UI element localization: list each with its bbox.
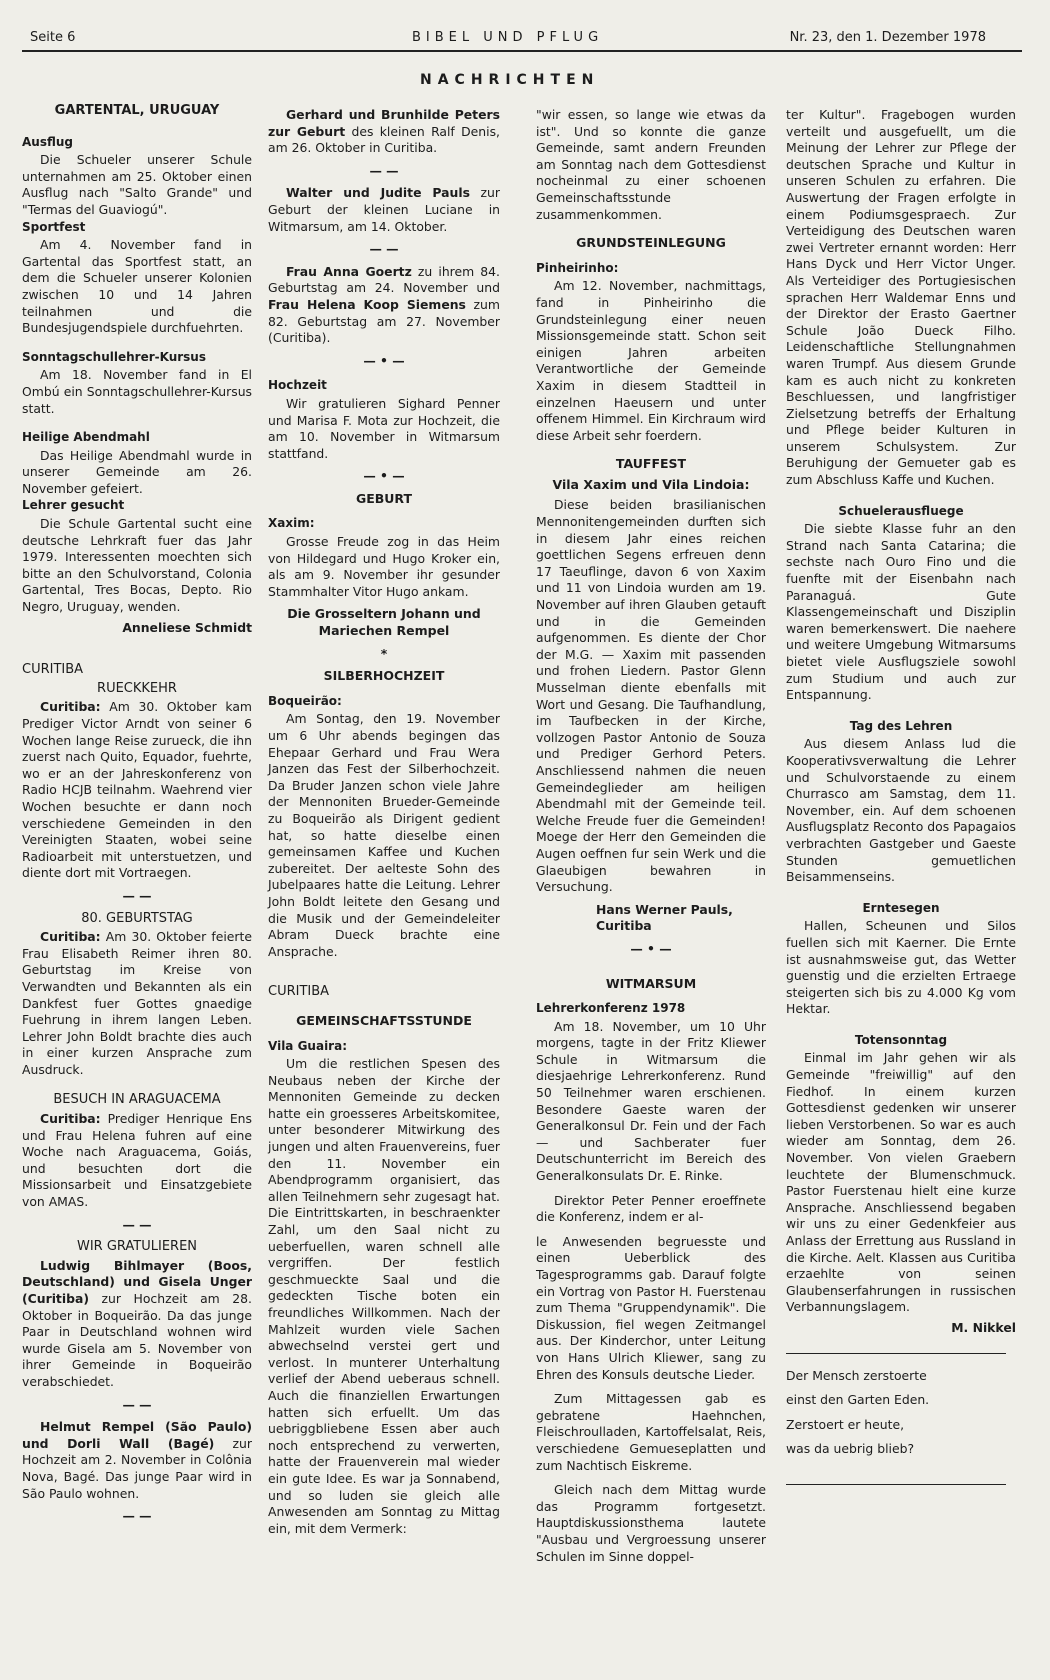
column-2	[268, 95, 500, 1537]
article-text: Am 4. November fand in Gartental das Sportfest statt, an dem die Schueler unserer Kolonien zwischen 10 und 14 Jahren teilnahmen und die Bundesjugendspiele durchfuehrten.	[22, 237, 252, 336]
article-heading: WIR GRATULIEREN	[76, 1239, 198, 1255]
article-heading: GEBURT	[355, 490, 413, 506]
subheading: Heilige Abendmahl	[22, 430, 150, 445]
article-text: Aus diesem Anlass lud die Kooperativsverwaltung die Lehrer und Schulvorstaende zu einem Churrasco am Samstag, dem 11. November, ein. Auf dem schoenen Ausflugsplatz Reconto dos Papagaios verbrachten Gastgeber und Gaeste Stunden gemuetlichen Beisammenseins.	[786, 736, 1017, 885]
article-text: Curitiba: Am 30. Oktober feierte Frau Elisabeth Reimer ihren 80. Geburtstag im Kreise von Verwandten und Bekannten als ein Dankfest fuer Gottes gnaedige Fuehrung in ihrem langen Leben. Lehrer John Boldt brachte dies auch in einer kurzen Ansprache zum Ausdruck.	[22, 929, 252, 1077]
subheading: Sportfest	[22, 219, 86, 234]
location-heading: CURITIBA	[22, 662, 84, 678]
article-text: Hallen, Scheunen und Silos fuellen sich mit Kaerner. Die Ernte ist ausnahmsweise gut, das Wetter guenstig und die erzielten Ertraege steigerten sich bis zu 4.000 Kg vom Hektar.	[786, 918, 1016, 1017]
article-text: "wir essen, so lange wie etwas da ist". Und so konnte die ganze Gemeinde, samt andern Freunden am Sonntag nach dem Gottesdienst nocheinmal zu einer schoenen Gemeinschaftsstunde zusammenkommen.	[536, 107, 766, 222]
author-signature: M. Nikkel	[951, 1319, 1016, 1335]
article-text: ter Kultur". Fragebogen wurden verteilt und ausgefuellt, um die Meinung der Lehrer zur Pflege der deutschen Sprache und Kultur in unseren Schulen zu erfahren. Die Auswertung der Fragen erfolgte in einem Podiumsgespraech. Zur Verteidigung des Deutschen waren zwei Vertreter ernannt worden: Herr Hans Dyck und Herr Victor Unger. Als Verteidiger des Portugiesischen sprachen Herr Waldemar Enns und der Direktor der Erasto Gaertner Schule João Dueck Filho. Leidenschaftliche Stellungnahmen waren Trumpf. Aus diesem Grunde kam es auch nicht zu konkreten Beschluessen, und langfristiger Zielsetzung betreffs der Erhaltung und Pflege beider Kulturen in unserem Schulsystem. Zur Beruhigung der Gemueter gab es zum Abschluss Kaffe und Kuchen.	[786, 107, 1016, 488]
article-text: Zum Mittagessen gab es gebratene Haehnchen, Fleischroulladen, Kartoffelsalat, Reis, verschiedene Gemueseplatten und zum Nachtisch Eiskreme.	[536, 1391, 766, 1473]
subheading: Xaxim:	[268, 516, 315, 531]
article-heading: 80. GEBURTSTAG	[81, 910, 193, 926]
article-text: Die siebte Klasse fuhr an den Strand nach Santa Catarina; die sechste nach Ouro Fino und die fuenfte mit der Eisenbahn nach Paranaguá. Gute Klassengemeinschaft und Disziplin waren bemerkenswert. Die naehere und weitere Umgebung Witmarsums bietet viele Ausflugsziele sowohl zum Studium und auch zur Entspannung.	[786, 521, 1016, 703]
poem-line: einst den Garten Eden.	[786, 1392, 930, 1408]
subheading: Vila Guaira:	[268, 1038, 347, 1053]
article-text: Am 12. November, nachmittags, fand in Pinheirinho die Grundsteinlegung einer neuen Missionsgemeinde statt. Schon seit einigen Jahren arbeiten Verantwortliche der Gemeinde Xaxim in diesem Stadtteil in einzelnen Haeusern und unter offenem Himmel. Ein Kirchraum wird diese Arbeit sehr foerdern.	[536, 278, 766, 443]
article-heading: GARTENTAL, URUGUAY	[54, 103, 220, 118]
separator: — • —	[363, 352, 405, 368]
article-text: Curitiba: Prediger Henrique Ens und Frau Helena fuhren auf eine Woche nach Araguacema, Goiás, und besuchten dort die Missionsarbeit und Einsatzgebiete von AMAS.	[22, 1111, 252, 1210]
subheading: Vila Xaxim und Vila Lindoia:	[552, 476, 750, 492]
separator: — —	[369, 241, 399, 257]
poem	[786, 1368, 1016, 1458]
column-1	[22, 95, 252, 1531]
article-heading: SILBERHOCHZEIT	[323, 668, 445, 684]
article-text: Die Schule Gartental sucht eine deutsche Lehrkraft fuer das Jahr 1979. Interessenten moechten sich bitte an den Schulvorstand, Colonia Gartental, Tres Bocas, Depto. Rio Negro, Uruguay, wenden.	[22, 516, 252, 615]
article-text: le Anwesenden begruesste und einen Ueberblick des Tagesprogramms gab. Darauf folgte ein Vortrag von Pastor H. Fuerstenau zum Thema "Gruppendynamik". Die Diskussion, fiel wegen Zeitmangel aus. Der Kinderchor, unter Leitung von Hans Ulrich Kliewer, sang zu Ehren des Konsuls deutsche Lieder.	[536, 1233, 766, 1382]
subheading: Pinheirinho:	[536, 260, 619, 275]
author-signature: Hans Werner Pauls, Curitiba	[596, 901, 733, 934]
article-text: Direktor Peter Penner eroeffnete die Konferenz, indem er al-	[536, 1192, 766, 1225]
column-3	[536, 95, 766, 1565]
author-signature: Die Grosseltern Johann und Mariechen Rempel	[287, 606, 481, 639]
article-text: Um die restlichen Spesen des Neubaus neben der Kirche der Mennoniten Gemeinde zu decken hatte ein groesseres Arbeitskomitee, unter besonderer Mitwirkung des jungen und alten Frauenvereins, fuer den 11. November ein Abendprogramm organisiert, das allen Teilnehmern sehr zugesagt hat. Die Eintrittskarten, in beschraenkter Zahl, um den Saal nicht zu ueberfuellen, waren schnell alle vergriffen. Der festlich geschmueckte Saal und die gedeckten Tische boten ein freundliches Willkommen. Nach der Mahlzeit wurden viele Sachen abwechselnd verstei gert und verlost. In munterer Unterhaltung verlief der Abend ueberaus schnell. Auch die finanziellen Erwartungen hatten sich erfuellt. Um das uebriggbliebene Essen aber auch noch entsprechend zu verwerten, hatte der Frauenverein mal wieder ein gute Idee. Es war ja Sonnabend, und so luden sie gleich alle Anwesenden am Sonntag zu Mittag ein, mit dem Vermerk:	[268, 1056, 500, 1536]
column-4	[786, 95, 1016, 1499]
article-text: Ludwig Bihlmayer (Boos, Deutschland) und Gisela Unger (Curitiba) zur Hochzeit am 28. Oktober in Boqueirão. Da das junge Paar in Deutschland wohnen wird wurde Gisela am 5. November von ihrer Gemeinde in Boqueirão verabschiedet.	[22, 1257, 252, 1389]
article-text: Helmut Rempel (São Paulo) und Dorli Wall (Bagé) zur Hochzeit am 2. November in Colônia Nova, Bagé. Das junge Paar wird in São Paulo wohnen.	[22, 1419, 252, 1501]
poem-line: Der Mensch zerstoerte	[786, 1367, 927, 1383]
article-text: Am Sontag, den 19. November um 6 Uhr abends begingen das Ehepaar Gerhard und Frau Wera Janzen das Fest der Silberhochzeit. Da Bruder Janzen schon viele Jahre der Mennoniten Brueder-Gemeinde zu Boqueirão als Dirigent gedient hat, so hatte dieselbe einen gemeinsamen Kaffee und Kuchen zubereitet. Der aelteste Sohn des Jubelpaares hatte die Leitung. Lehrer John Boldt leitete den Gesang und die Musik und der Gemeindeleiter Abram Dueck brachte eine Ansprache.	[268, 711, 500, 959]
article-heading: WITMARSUM	[605, 975, 697, 991]
poem-line: Zerstoert er heute,	[786, 1416, 905, 1432]
separator: — —	[122, 1216, 152, 1232]
divider	[786, 1484, 1006, 1485]
page-number: Seite 6	[30, 30, 76, 45]
page-header	[22, 28, 1022, 52]
article-text: Walter und Judite Pauls zur Geburt der kleinen Luciane in Witmarsum, am 14. Oktober.	[268, 185, 500, 234]
subheading: Ausflug	[22, 134, 73, 149]
article-text: Gerhard und Brunhilde Peters zur Geburt des kleinen Ralf Denis, am 26. Oktober in Curitiba.	[268, 107, 500, 156]
author-signature: Anneliese Schmidt	[122, 619, 252, 635]
separator: — —	[369, 162, 399, 178]
article-text: Curitiba: Am 30. Oktober kam Prediger Victor Arndt von seiner 6 Wochen lange Reise zurueck, die ihn zuerst nach Quito, Equador, fuehrte, wo er an der Jahreskonferenz von Radio HCJB teilnahm. Waehrend vier Wochen besuchte er dann noch verschiedene Gemeinden in den Vereinigten Staaten, wobei seine Radioarbeit mit unterstuetzen, und diente dort mit Vortraegen.	[22, 699, 252, 881]
subheading: Boqueirão:	[268, 693, 342, 708]
article-heading: TAUFFEST	[615, 456, 687, 472]
subheading: Lehrer gesucht	[22, 498, 125, 513]
subheading: Totensonntag	[854, 1032, 948, 1047]
article-text: Die Schueler unserer Schule unternahmen am 25. Oktober einen Ausflug nach "Salto Grande" und "Termas del Guaviogú".	[22, 152, 252, 217]
separator: — —	[122, 1396, 152, 1412]
subheading: Tag des Lehren	[849, 718, 953, 733]
subheading: Lehrerkonferenz 1978	[536, 1001, 686, 1016]
subheading: Erntesegen	[862, 900, 940, 915]
article-text: Am 18. November fand in El Ombú ein Sonntagschullehrer-Kursus statt.	[22, 367, 252, 416]
separator: — —	[122, 1508, 152, 1524]
section-title: NACHRICHTEN	[420, 72, 600, 88]
article-text: Das Heilige Abendmahl wurde in unserer Gemeinde am 26. November gefeiert.	[22, 447, 252, 496]
separator: *	[380, 645, 388, 661]
location-heading: CURITIBA	[268, 984, 330, 1000]
article-text: Wir gratulieren Sighard Penner und Marisa F. Mota zur Hochzeit, die am 10. November in Witmarsum stattfand.	[268, 395, 500, 461]
article-heading: GEMEINSCHAFTSSTUNDE	[296, 1012, 472, 1028]
subheading: Sonntagschullehrer-Kursus	[22, 349, 206, 364]
newspaper-title: BIBEL UND PFLUG	[412, 30, 604, 45]
article-text: Grosse Freude zog in das Heim von Hildegard und Hugo Kroker ein, als am 9. November ihr gesunder Stammhalter Vitor Hugo ankam.	[268, 534, 500, 599]
separator: — • —	[630, 940, 672, 956]
subheading: Hochzeit	[268, 378, 327, 393]
article-text: Diese beiden brasilianischen Mennonitengemeinden durften sich in diesem Jahr eines reichen goettlichen Segens erfreuen denn 17 Taeuflinge, davon 6 von Xaxim und 11 von Lindoia wurden am 19. November auf ihren Glauben getauft und in die Gemeinden aufgenommen. Es diente der Chor der M.G. — Xaxim mit passenden und frohen Liedern. Pastor Glenn Musselman diente ebenfalls mit Wort und Gesang. Die Taufhandlung, im Taufbecken in der Kirche, vollzogen Pastor Antonio de Souza und Prediger Gerhord Peters. Anschliessend nahmen die neuen Gemeindeglieder am heiligen Abendmahl mit der Gemeinde teil. Welche Freude fuer die Gemeinden! Moege der Herr den Gemeinden die Augen oeffnen fur sein Werk und die Glaeubigen bewahren in Versuchung.	[536, 497, 766, 895]
article-heading: BESUCH IN ARAGUACEMA	[53, 1092, 221, 1108]
issue-date: Nr. 23, den 1. Dezember 1978	[789, 30, 986, 45]
divider	[786, 1353, 1006, 1354]
article-text: Am 18. November, um 10 Uhr morgens, tagte in der Fritz Kliewer Schule in Witmarsum die diesjaehrige Lehrerkonferenz. Rund 50 Teilnehmer waren erschienen. Besondere Gaeste waren der Generalkonsul Dr. Fein und der Fach — und Sachberater fuer Deutschunterricht im Bereich des Generalkonsulats Dr. E. Rinke.	[536, 1018, 766, 1184]
article-heading: GRUNDSTEINLEGUNG	[576, 235, 726, 251]
separator: — • —	[363, 468, 405, 484]
article-text: Frau Anna Goertz zu ihrem 84. Geburtstag am 24. November und Frau Helena Koop Siemens zum 82. Geburtstag am 27. November (Curitiba).	[268, 263, 500, 346]
subheading: Schuelerausfluege	[838, 503, 964, 518]
article-text: Einmal im Jahr gehen wir als Gemeinde "freiwillig" auf den Fiedhof. In einem kurzen Gottesdienst gedenken wir unserer lieben Verstorbenen. So war es auch wieder am Sonntag, dem 26. November. Von vielen Graebern leuchtete der Blumenschmuck. Pastor Fuerstenau hielt eine kurze Ansprache. Anschliessend begaben wir uns zu einer Gedenkfeier aus Anlass der Errettung aus Russland in die Kirche. Aelt. Klassen aus Curitiba erzaehlte von seinen Glaubenserfahrungen in russischen Verbannungslagem.	[786, 1050, 1016, 1315]
separator: — —	[122, 887, 152, 903]
article-text: Gleich nach dem Mittag wurde das Programm fortgesetzt. Hauptdiskussionsthema lautete "Ausbau und Vergroessung unserer Schulen im Sinne doppel-	[536, 1482, 766, 1564]
poem-line: was da uebrig blieb?	[786, 1441, 915, 1457]
article-heading: RUECKKEHR	[97, 680, 177, 696]
